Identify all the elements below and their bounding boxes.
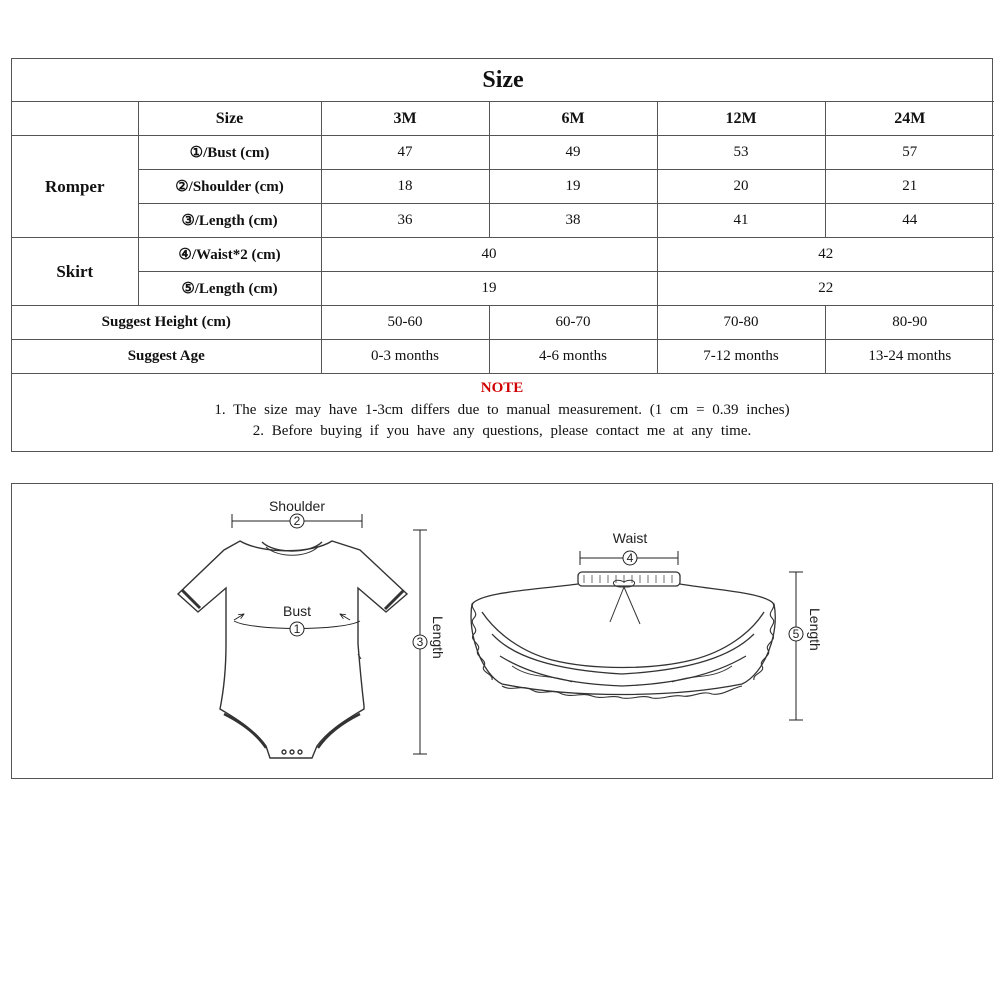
waist-num: 4 xyxy=(626,551,634,565)
romper-length-row xyxy=(12,204,994,238)
title-row xyxy=(12,59,994,102)
size-table xyxy=(12,59,994,374)
skirt-length-row xyxy=(12,272,994,306)
row-label-waist: ④/Waist*2 (cm) xyxy=(138,238,321,272)
size-header-6m: 6M xyxy=(489,102,657,136)
table-cell: 7-12 months xyxy=(657,340,825,374)
table-cell: 42 xyxy=(657,238,994,272)
waist-measure xyxy=(580,530,678,565)
table-cell: 4-6 months xyxy=(489,340,657,374)
table-cell: 40 xyxy=(321,238,657,272)
measurement-diagram xyxy=(11,483,993,779)
skirt-length-num: 5 xyxy=(792,627,800,641)
table-cell: 36 xyxy=(321,204,489,238)
size-header-12m: 12M xyxy=(657,102,825,136)
romper-length-label: Length xyxy=(430,616,446,659)
note-line-2: 2. Before buying if you have any questions, please contact me at any time. xyxy=(252,423,752,439)
romper-length-measure xyxy=(413,530,446,754)
skirt-length-label: Length xyxy=(807,608,823,651)
row-label-suggest-age: Suggest Age xyxy=(12,340,321,374)
table-cell: 18 xyxy=(321,170,489,204)
table-cell: 80-90 xyxy=(825,306,994,340)
table-cell: 57 xyxy=(825,136,994,170)
shoulder-label: Shoulder xyxy=(268,498,326,514)
bust-measure xyxy=(234,603,360,636)
size-header-3m: 3M xyxy=(321,102,489,136)
empty-corner-cell xyxy=(12,102,138,136)
note-line-1: 1. The size may have 1-3cm differs due to manual measurement. (1 cm = 0.39 inches) xyxy=(214,402,790,418)
note-title: NOTE xyxy=(480,380,524,396)
bust-label: Bust xyxy=(282,603,312,619)
skirt-waist-row xyxy=(12,238,994,272)
suggest-height-row xyxy=(12,306,994,340)
shoulder-num: 2 xyxy=(293,514,301,528)
table-cell: 47 xyxy=(321,136,489,170)
row-label-suggest-height: Suggest Height (cm) xyxy=(12,306,321,340)
table-title: Size xyxy=(12,59,994,102)
table-cell: 49 xyxy=(489,136,657,170)
waist-label: Waist xyxy=(612,530,648,546)
table-cell: 20 xyxy=(657,170,825,204)
table-cell: 44 xyxy=(825,204,994,238)
table-cell: 50-60 xyxy=(321,306,489,340)
table-cell: 21 xyxy=(825,170,994,204)
romper-shoulder-row xyxy=(12,170,994,204)
skirt-drawing xyxy=(471,572,775,698)
diagram-svg xyxy=(12,484,992,778)
suggest-age-row xyxy=(12,340,994,374)
shoulder-measure xyxy=(232,498,362,528)
size-header-24m: 24M xyxy=(825,102,994,136)
note-section xyxy=(12,374,992,442)
romper-length-num: 3 xyxy=(416,635,424,649)
size-header-label: Size xyxy=(138,102,321,136)
skirt-group-label: Skirt xyxy=(12,238,138,306)
row-label-romper-length: ③/Length (cm) xyxy=(138,204,321,238)
table-cell: 19 xyxy=(321,272,657,306)
row-label-bust: ①/Bust (cm) xyxy=(138,136,321,170)
romper-bust-row xyxy=(12,136,994,170)
row-label-skirt-length: ⑤/Length (cm) xyxy=(138,272,321,306)
table-cell: 19 xyxy=(489,170,657,204)
bust-num: 1 xyxy=(293,622,301,636)
romper-group-label: Romper xyxy=(12,136,138,238)
row-label-shoulder: ②/Shoulder (cm) xyxy=(138,170,321,204)
table-cell: 60-70 xyxy=(489,306,657,340)
table-cell: 70-80 xyxy=(657,306,825,340)
size-chart xyxy=(11,58,993,452)
table-cell: 53 xyxy=(657,136,825,170)
skirt-length-measure xyxy=(789,572,823,720)
romper-drawing xyxy=(178,541,407,758)
header-row xyxy=(12,102,994,136)
table-cell: 0-3 months xyxy=(321,340,489,374)
table-cell: 41 xyxy=(657,204,825,238)
table-cell: 13-24 months xyxy=(825,340,994,374)
table-cell: 38 xyxy=(489,204,657,238)
table-cell: 22 xyxy=(657,272,994,306)
